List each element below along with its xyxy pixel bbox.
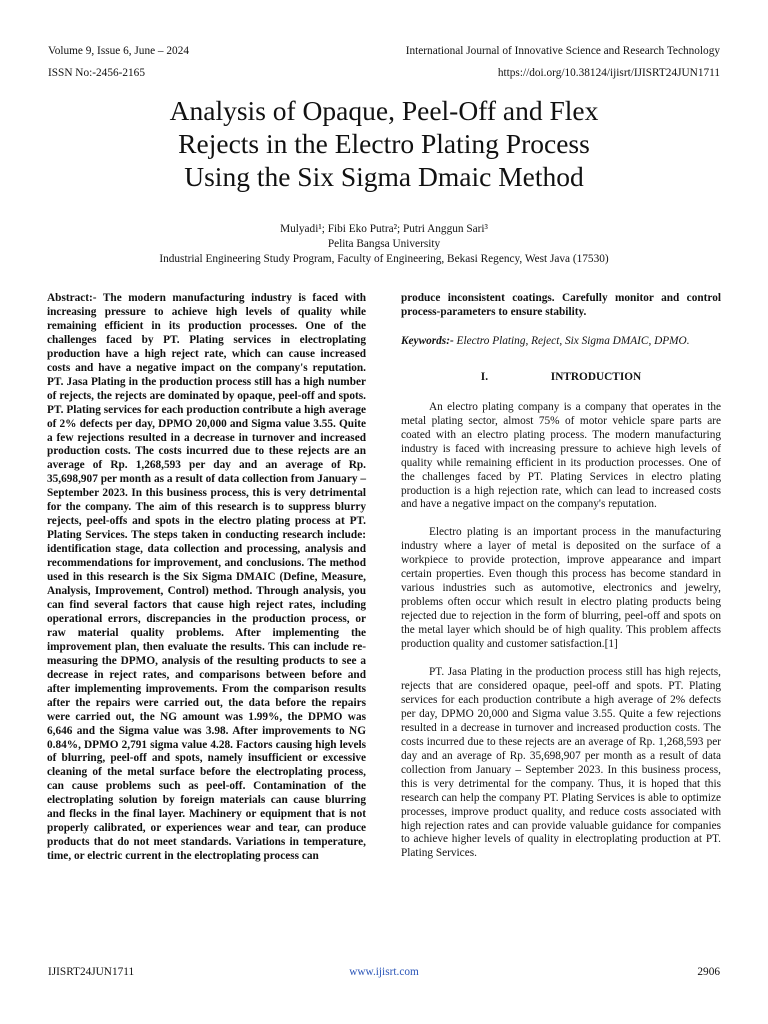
left-column [47, 292, 366, 864]
article-code: IJISRT24JUN1711 [48, 966, 135, 978]
title-line: Using the Six Sigma Dmaic Method [184, 161, 584, 192]
section-heading [401, 371, 721, 385]
journal-name: International Journal of Innovative Science and Research Technology [405, 45, 720, 57]
abstract-label: Abstract:- [47, 292, 97, 304]
keywords [401, 335, 721, 349]
abstract-text: The modern manufacturing industry is faced with increasing pressure to achieve high levels of quality while remaining efficient in its production processes. One of the challenges faced by PT. Plating services in electroplating production have a high reject rate, which can cause increased costs and have a negative impact on the company's reputation. PT. Jasa Plating in the production process still has a high number of rejects, the rejects are dominated by opaque, peel-off and spots. PT. Plating services for each production contribute a high average of 2% defects per day, DPMO 20,000 and Sigma value 3.55. Quite a few rejections resulted in a decrease in turnover and increased production costs. The costs incurred due to these rejects are an average of Rp. 1,268,593 per day and an average of Rp. 35,698,907 per month as a result of data collection from January – September 2023. In this business process, this is very detrimental for the company. The aim of this research is to suppress blurry rejects, peel-offs and spots in the electro plating process at PT. Plating Services. The steps taken in conducting research include: identification stage, data collection and processing, analysis and recommendations for improvement, and conclusions. The method used in this research is the Six Sigma DMAIC (Define, Measure, Analysis, Improvement, Control) method. Through analysis, you can find several factors that cause high reject rates, including operational errors, discrepancies in the production process, or raw material quality problems. After implementing the improvement plan, then evaluate the results. This can include re-measuring the DPMO, analysis of the resulting products to see a decrease in reject rates, and comparisons between before and after implementing improvements. From the comparison results after the repairs were carried out, the data before the repairs were carried out, the NG amount was 1.99%, the DPMO was 6,646 and the Sigma value was 3.98. After improvements to NG 0.84%, DPMO 2,791 sigma value 4.28. Factors causing high levels of blurring, peel-off and spots, namely insufficient or excessive cleaning of the metal surface before the electroplating process, can cause problems such as peel-off. Contamination of the electroplating solution by foreign materials can cause blurring and flecks in the final layer. Machinery or equipment that is not properly calibrated, or experiences wear and tear, can produce products that do not meet standards. Variations in temperature, time, or electric current in the electroplating process can [47, 292, 366, 863]
title-line: Rejects in the Electro Plating Process [178, 128, 590, 159]
abstract [47, 292, 366, 864]
volume-info: Volume 9, Issue 6, June – 2024 [48, 45, 189, 57]
author-names: Mulyadi¹; Fibi Eko Putra²; Putri Anggun Sari³ [280, 223, 488, 235]
abstract-continuation: produce inconsistent coatings. Carefully monitor and control process-parameters to ensure stability. [401, 292, 721, 318]
paper-title [60, 94, 708, 193]
section-title: INTRODUCTION [550, 370, 642, 383]
author-block [40, 222, 728, 267]
page-number: 2906 [697, 966, 720, 978]
paragraph: An electro plating company is a company that operates in the metal plating sector, almost 75% of motor vehicle spare parts are coated with an electro plating process. The modern manufacturing industry is faced with increasing pressure to achieve high levels of quality while remaining efficient in its production processes. One of the challenges faced by PT. Plating Services in electro plating production is a high rejection rate, which can lead to increased costs and have a negative impact on the company's reputation. [401, 400, 721, 511]
paragraph: Electro plating is an important process in the manufacturing industry where a layer of metal is deposited on the surface of a workpiece to provide protection, improve appearance and impart certain properties. Even though this process has become standard in various industries such as automotive, electronics and jewelry, problems often occur which result in electro plating products being rejected due to rejection in the form of blurring, peel-off and spots on the metal layer which should be of high quality. This problem affects production quality and customer satisfaction.[1] [401, 526, 721, 651]
section-number: I. [480, 370, 489, 383]
keywords-label: Keywords:- [401, 334, 454, 347]
doi-link[interactable]: https://doi.org/10.38124/ijisrt/IJISRT24JUN1711 [497, 67, 720, 79]
right-column [401, 292, 721, 861]
affiliation: Industrial Engineering Study Program, Faculty of Engineering, Bekasi Regency, West Java (17530) [159, 253, 609, 265]
paragraph: PT. Jasa Plating in the production process still has high rejects, rejects that are considered opaque, peel-off and spots. PT. Plating services for each production contribute a high average of 2% defects per day, DPMO 20,000 and Sigma value 3.55. Quite a few rejections resulted in a decrease in turnover and increased production costs. The costs incurred due to these rejects are an average of Rp. 1,268,593 per day and an average of Rp. 35,698,907 per month as a result of data collection from January – September 2023. In this business process, this is very detrimental for the company. Thus, it is hoped that this research can help the company PT. Plating Services is able to optimize processes, improve product quality, and reduce costs associated with high rejection rates and can provide valuable guidance for companies to achieve higher levels of quality in electroplating production at PT. Plating Services. [401, 666, 721, 860]
issn: ISSN No:-2456-2165 [48, 67, 145, 79]
keywords-text: Electro Plating, Reject, Six Sigma DMAIC, DPMO. [456, 334, 690, 347]
website-link[interactable]: www.ijisrt.com [349, 966, 419, 978]
title-line: Analysis of Opaque, Peel-Off and Flex [169, 95, 599, 126]
university: Pelita Bangsa University [327, 238, 441, 250]
